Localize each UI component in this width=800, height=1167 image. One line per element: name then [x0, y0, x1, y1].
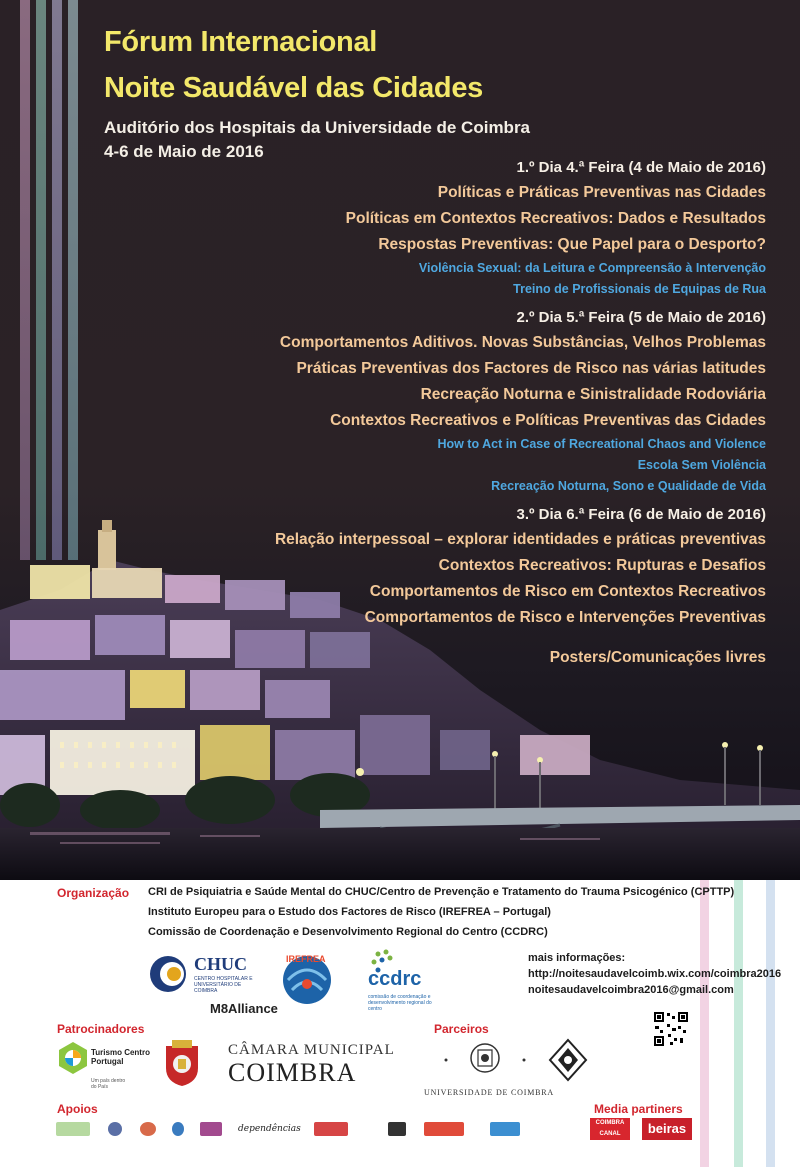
program-workshop: Violência Sexual: da Leitura e Compreensão à Intervenção	[418, 261, 766, 275]
program-talk: Comportamentos Aditivos. Novas Substâncias, Velhos Problemas	[279, 334, 766, 351]
day-2-heading: 2.º Dia 5.ª Feira (5 de Maio de 2016)	[516, 309, 766, 326]
program-talk: Relação interpessoal – explorar identidades e práticas preventivas	[274, 531, 766, 548]
program-workshop: Treino de Profissionais de Equipas de Rua	[513, 282, 766, 296]
program-talk: Comportamentos de Risco em Contextos Recreativos	[369, 583, 766, 600]
program-talk: Recreação Noturna e Sinistralidade Rodoviária	[420, 386, 766, 403]
coimbra-canal-logo: COIMBRA CANAL	[590, 1118, 630, 1140]
contact-info	[528, 950, 781, 998]
program-workshop: How to Act in Case of Recreational Chaos and Violence	[437, 437, 766, 451]
support-logo	[490, 1122, 520, 1136]
support-logo	[388, 1122, 406, 1136]
program-talk: Contextos Recreativos: Rupturas e Desafios	[438, 557, 766, 574]
support-logo	[314, 1122, 348, 1136]
venue: Auditório dos Hospitais da Universidade de Coimbra	[104, 118, 531, 137]
program-talk: Políticas em Contextos Recreativos: Dados e Resultados	[345, 210, 766, 227]
day-1-heading: 1.º Dia 4.ª Feira (4 de Maio de 2016)	[516, 159, 766, 176]
support-logo	[108, 1122, 122, 1136]
organization-line: CRI de Psiquiatria e Saúde Mental do CHUC/Centro de Prevenção e Tratamento do Trauma Psicogénico (CPTTP)	[148, 886, 735, 898]
title-line-1: Fórum Internacional	[104, 26, 378, 58]
light-beam	[52, 0, 62, 560]
irefrea-logo	[278, 950, 336, 1006]
support-logo	[56, 1122, 90, 1136]
dependencias-logo: dependências	[238, 1124, 301, 1134]
light-beam	[20, 0, 30, 560]
program-talk: Políticas e Práticas Preventivas nas Cidades	[437, 184, 766, 201]
chuc-subtitle: CENTRO HOSPITALAR E UNIVERSITÁRIO DE COIMBRA	[194, 976, 253, 994]
chuc-emblem-icon	[148, 952, 188, 996]
day-3-heading: 3.º Dia 6.ª Feira (6 de Maio de 2016)	[516, 506, 766, 523]
program-talk: Contextos Recreativos e Políticas Preventivas das Cidades	[330, 412, 766, 429]
title-line-2: Noite Saudável das Cidades	[104, 72, 483, 104]
partners-label: Parceiros	[434, 1022, 489, 1036]
turismo-centro-logo	[57, 1040, 152, 1096]
contact-email[interactable]: noitesaudavelcoimbra2016@gmail.com	[528, 984, 734, 996]
support-label: Apoios	[57, 1102, 98, 1116]
light-beam	[766, 880, 775, 1167]
ccdrc-logo	[362, 946, 442, 1016]
light-beam	[700, 880, 709, 1167]
irefrea-name: IREFREA	[286, 954, 326, 964]
contact-label: mais informações:	[528, 952, 626, 964]
light-beam	[36, 0, 46, 560]
program-talk: Comportamentos de Risco e Intervenções Preventivas	[364, 609, 766, 626]
support-logo	[140, 1122, 156, 1136]
program-workshop: Escola Sem Violência	[637, 458, 766, 472]
program-workshop: Recreação Noturna, Sono e Qualidade de Vida	[491, 479, 766, 493]
sponsors-label: Patrocinadores	[57, 1022, 145, 1036]
program-closing: Posters/Comunicações livres	[549, 649, 766, 666]
support-logo	[424, 1122, 464, 1136]
turismo-name: Turismo Centro Portugal	[91, 1048, 150, 1066]
m8-alliance-logo: M8Alliance	[210, 1001, 278, 1016]
light-beam	[68, 0, 78, 560]
support-logo	[172, 1122, 184, 1136]
coimbra-coat-of-arms-icon	[162, 1038, 202, 1088]
light-beam	[734, 880, 743, 1167]
media-partners-label: Media partiners	[594, 1102, 683, 1116]
ccdrc-subtitle: comissão de coordenação e desenvolvimento regional do centro	[368, 994, 432, 1012]
contact-url[interactable]: http://noitesaudavelcoimb.wix.com/coimbra2016	[528, 968, 782, 980]
turismo-tagline: Um país dentro do País	[91, 1078, 126, 1090]
coimbra-label: COIMBRA	[228, 1058, 357, 1087]
universidade-coimbra-label: UNIVERSIDADE DE COIMBRA	[424, 1088, 554, 1097]
organization-line: Comissão de Coordenação e Desenvolvimento Regional do Centro (CCDRC)	[148, 926, 548, 938]
program	[106, 156, 766, 671]
beiras-logo: beiras	[642, 1118, 692, 1140]
universidade-coimbra-emblem-icon	[440, 1040, 530, 1080]
chuc-name: CHUC	[194, 954, 247, 974]
event-dates: 4-6 de Maio de 2016	[104, 142, 264, 161]
qr-code[interactable]	[652, 1010, 690, 1048]
partner-emblem-icon	[548, 1038, 588, 1082]
organization-line: Instituto Europeu para o Estudo dos Factores de Risco (IREFREA – Portugal)	[148, 906, 551, 918]
program-talk: Práticas Preventivas dos Factores de Risco nas várias latitudes	[296, 360, 766, 377]
support-logo	[200, 1122, 222, 1136]
ccdrc-name: ccdrc	[368, 968, 422, 990]
organization-label: Organização	[57, 886, 130, 900]
turismo-emblem-icon	[57, 1040, 89, 1076]
camara-municipal-label: CÂMARA MUNICIPAL	[228, 1042, 395, 1058]
program-talk: Respostas Preventivas: Que Papel para o Desporto?	[378, 236, 766, 253]
